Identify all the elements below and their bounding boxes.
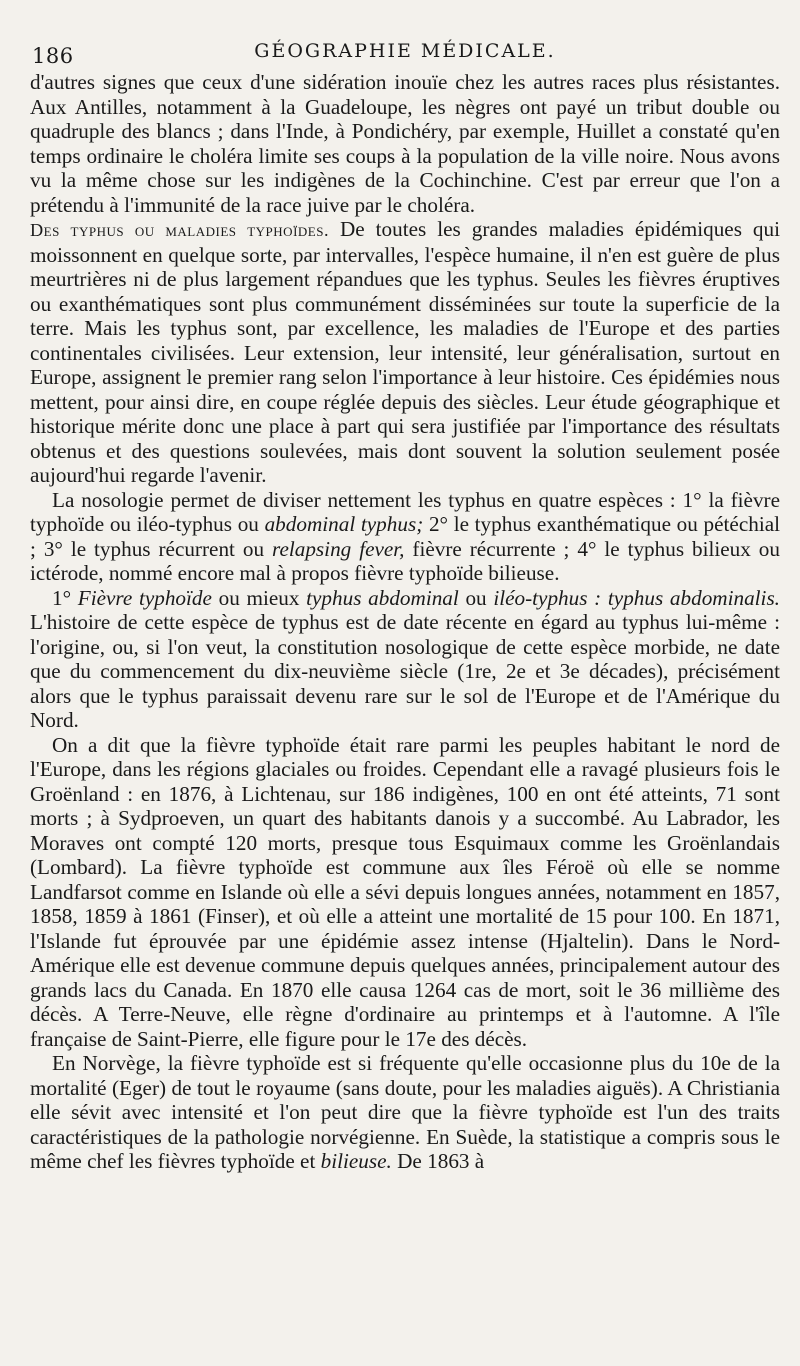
paragraph-text: ou [458, 585, 494, 610]
paragraph-text: fièvre récurrente ; 4° le typhus bilieux ou ictérode, nommé encore mal à propos fièvre typhoïde bilieuse. [30, 536, 780, 585]
running-title: GÉOGRAPHIE MÉDICALE. [254, 40, 556, 62]
paragraph-fievre-typhoide [30, 586, 780, 733]
paragraph-1 [30, 70, 780, 217]
paragraph-text: d'autres signes que ceux d'une sidération inouïe chez les autres races plus résistantes. Aux Antilles, notamment à la Guadeloupe, les nègres ont payé un tribut double ou quadruple des blancs ; dans l'Inde, à Pondichéry, par exemple, Huillet a constaté qu'en temps ordinaire le choléra limite ses coups à la population de la ville noire. Nous avons vu la même chose sur les indigènes de la Cochinchine. C'est par erreur que l'on a prétendu à l'immunité de la race juive par le choléra. [30, 70, 780, 217]
italic-term: abdominal typhus; [264, 512, 424, 536]
paragraph-text: De toutes les grandes maladies épidémiques qui moissonnent en quelque sorte, par intervalles, l'espèce humaine, il n'en est guère de plus meurtrières ni de plus largement répandues que les typhus. Seules les fièvres éruptives ou exanthématiques sont plus communément disséminées sur toute la superficie de la terre. Mais les typhus sont, par excellence, les maladies de l'Europe et des parties continentales civilisées. Leur extension, leur intensité, leur généralisation, surtout en Europe, assignent le premier rang selon l'importance à leur histoire. Ces épidémies nous mettent, pour ainsi dire, en coupe réglée depuis des siècles. Leur étude géographique et historique mérite donc une place à part qui sera justifiée par l'importance des résultats obtenus et des questions soulevées, mais dont souvent la solution seulement posée aujourd'hui regarde l'avenir. [30, 217, 780, 487]
paragraph-text: De 1863 à [391, 1149, 485, 1173]
section-heading: Des typhus ou maladies typhoïdes. [30, 220, 330, 240]
italic-term: iléo-typhus : typhus abdominalis. [493, 585, 780, 610]
italic-term: typhus abdominal [306, 585, 459, 610]
paragraph-text: ou mieux [211, 585, 307, 610]
italic-term: relapsing fever, [272, 536, 405, 561]
paragraph-nosologie [30, 488, 780, 586]
page-number: 186 [32, 44, 74, 68]
paragraph-text: 1° [52, 585, 78, 610]
paragraph-text: 2° le typhus exanthématique ou pétéchial ; 3° le typhus récurrent ou [30, 512, 780, 561]
italic-term: bilieuse. [320, 1149, 392, 1173]
paragraph-text: En Norvège, la fièvre typhoïde est si fréquente qu'elle occasionne plus du 10e de la mortalité (Eger) de tout le royaume (sans doute, pour les maladies aiguës). A Christiania elle sévit avec intensité et l'on peut dire que la fièvre typhoïde est l'un des traits caractéristiques de la pathologie norvégienne. En Suède, la statistique a compris sous le même chef les fièvres typhoïde et [30, 1051, 780, 1173]
paragraph-nord-europe [30, 733, 780, 1052]
italic-term: Fièvre typhoïde [77, 585, 212, 610]
body-text [30, 70, 780, 1174]
paragraph-text: L'histoire de cette espèce de typhus est de date récente en égard au typhus lui-même : l'origine, ou, si l'on veut, la constitution nosologique de cette espèce morbide, ne date que du commencement du dix-neuvième siècle (1re, 2e et 3e décades), précisément alors que le typhus paraissait devenu rare sur le sol de l'Europe et de l'Amérique du Nord. [30, 610, 780, 732]
paragraph-text: On a dit que la fièvre typhoïde était rare parmi les peuples habitant le nord de l'Europe, dans les régions glaciales ou froides. Cependant elle a ravagé plusieurs fois le Groënland : en 1876, à Lichtenau, sur 186 indigènes, 100 en ont été atteints, 71 sont morts ; à Sydproeven, un quart des habitants danois y a succombé. Au Labrador, les Moraves ont compté 120 morts, presque tous Esquimaux comme les Groënlandais (Lombard). La fièvre typhoïde est commune aux îles Féroë où elle se nomme Landfarsot comme en Islande où elle a sévi depuis longues années, notamment en 1857, 1858, 1859 à 1861 (Finser), et où elle a atteint une mortalité de 15 pour 100. En 1871, l'Islande fut éprouvée par une épidémie assez intense (Hjaltelin). Dans le Nord-Amérique elle est devenue commune depuis quelques années, principalement autour des grands lacs du Canada. En 1870 elle causa 1264 cas de mort, soit le 36 millième des décès. A Terre-Neuve, elle règne d'ordinaire au printemps et à l'automne. A l'île française de Saint-Pierre, elle figure pour le 17e des décès. [30, 732, 780, 1051]
page-header [30, 22, 780, 68]
paragraph-norvege [30, 1051, 780, 1174]
paragraph-text: La nosologie permet de diviser nettement les typhus en quatre espèces : 1° la fièvre typhoïde ou iléo-typhus ou [30, 487, 780, 536]
paragraph-typhus-intro [30, 217, 780, 488]
